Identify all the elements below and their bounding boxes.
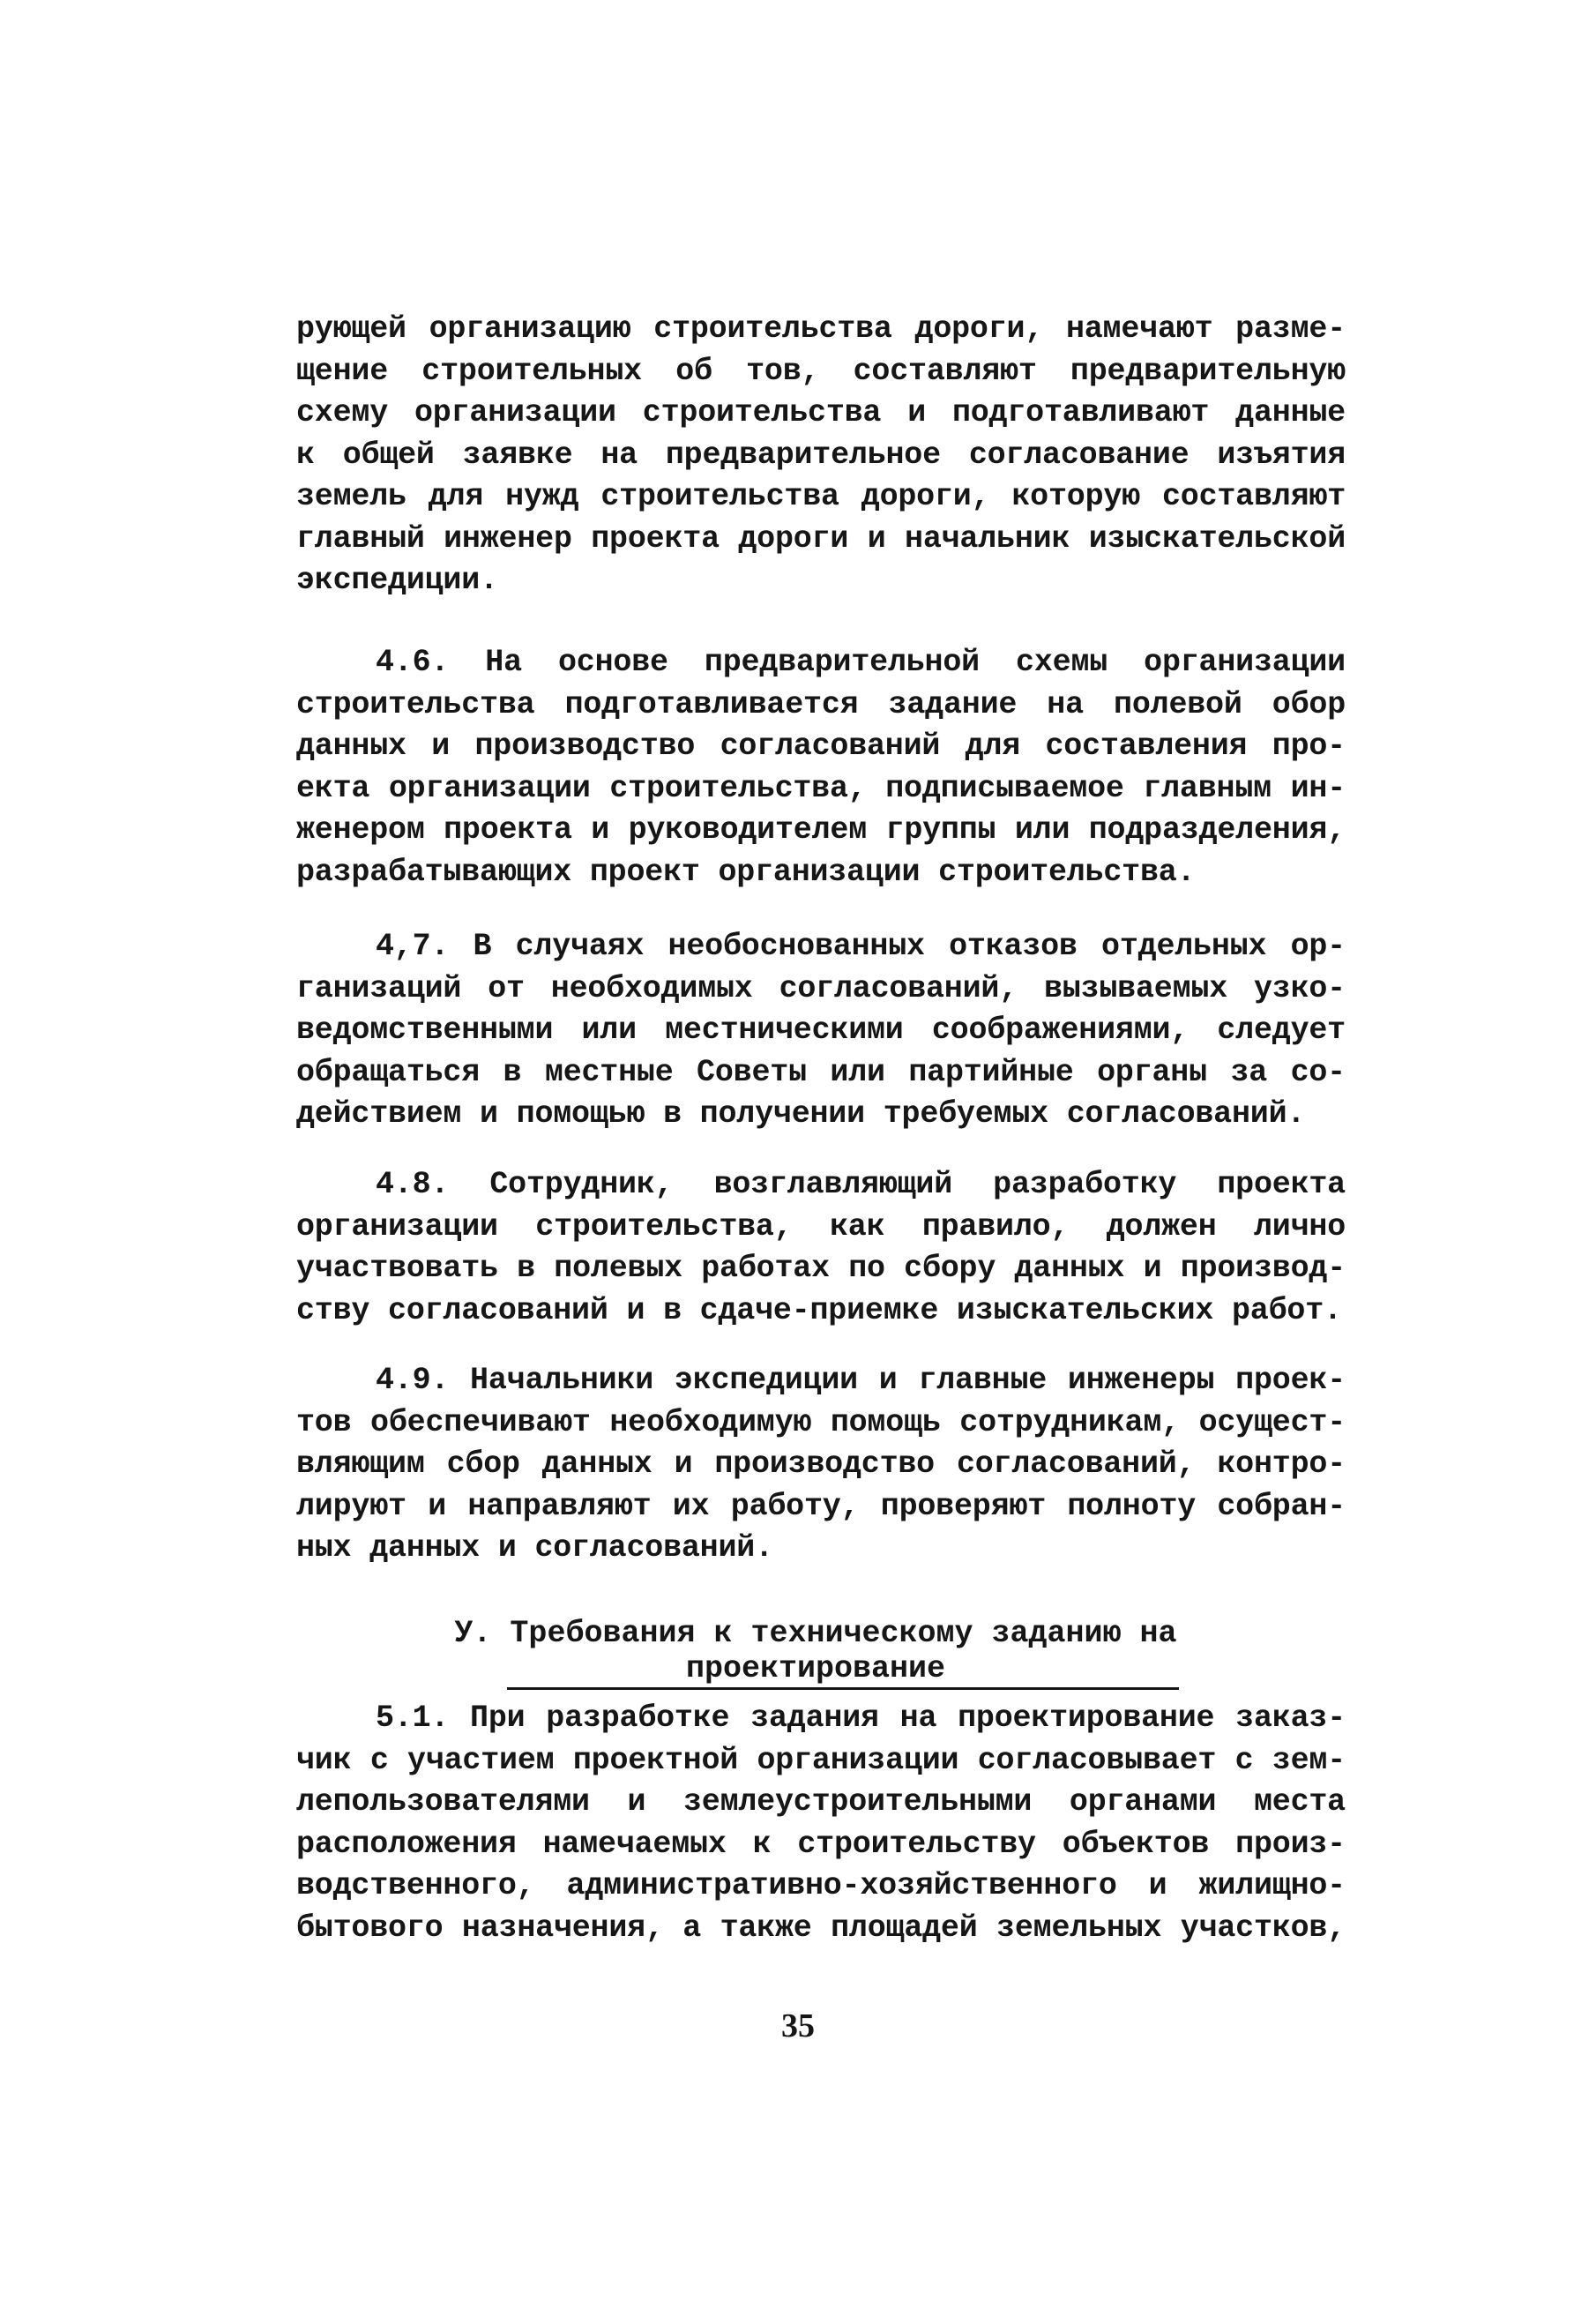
text-line: лируют и направляют их работу, проверяют полноту собран- bbox=[296, 1488, 1346, 1524]
paragraph-4-8 bbox=[296, 1164, 1346, 1332]
section-heading-line-2: проектирование bbox=[685, 1651, 946, 1686]
text-line: данных и производство согласований для составления про- bbox=[296, 729, 1346, 764]
text-line: ведомственными или местническими соображениями, следует bbox=[296, 1013, 1346, 1048]
text-line: 4.6. На основе предварительной схемы организации bbox=[376, 645, 1346, 680]
text-line: чик с участием проектной организации согласовывает с зем- bbox=[296, 1742, 1346, 1778]
text-line: разрабатывающих проект организации строительства. bbox=[296, 854, 1196, 890]
text-line: бытового назначения, а также площадей земельных участков, bbox=[296, 1910, 1346, 1946]
text-line: 4.9. Начальники экспедиции и главные инженеры проек- bbox=[376, 1363, 1346, 1398]
text-line: участвовать в полевых работах по сбору данных и производ- bbox=[296, 1251, 1346, 1286]
heading-underline bbox=[507, 1687, 1179, 1690]
text-line: главный инженер проекта дороги и начальник изыскательской bbox=[296, 520, 1346, 557]
text-line: обращаться в местные Советы или партийные органы за со- bbox=[296, 1054, 1346, 1090]
paragraph-continuation bbox=[296, 309, 1346, 602]
page-number: 35 bbox=[781, 2007, 815, 2044]
text-line: 4,7. В случаях необоснованных отказов отдельных ор- bbox=[376, 929, 1346, 964]
text-line: щение строительных об тов, составляют предварительную bbox=[296, 353, 1346, 389]
text-line: женером проекта и руководителем группы или подразделения, bbox=[296, 812, 1346, 848]
text-line: расположения намечаемых к строительству объектов произ- bbox=[296, 1826, 1346, 1862]
text-line: организации строительства, как правило, должен лично bbox=[296, 1208, 1346, 1244]
text-line: лепользователями и землеустроительными органами места bbox=[296, 1784, 1346, 1820]
paragraph-4-9 bbox=[296, 1360, 1346, 1570]
text-line: к общей заявке на предварительное согласование изъятия bbox=[296, 437, 1346, 473]
paragraph-5-1 bbox=[296, 1698, 1346, 1949]
section-heading-line-1: У. Требования к техническому заданию на bbox=[454, 1616, 1177, 1651]
text-line: экспедиции. bbox=[296, 563, 498, 598]
text-line: водственного, административно-хозяйственного и жилищно- bbox=[296, 1868, 1346, 1903]
text-line: схему организации строительства и подготавливают данные bbox=[296, 395, 1346, 430]
text-line: ганизаций от необходимых согласований, вызываемых узко- bbox=[296, 970, 1346, 1006]
text-line: тов обеспечивают необходимую помощь сотрудникам, осущест- bbox=[296, 1404, 1346, 1440]
text-line: ных данных и согласований. bbox=[296, 1530, 773, 1566]
text-line: 5.1. При разработке задания на проектирование заказ- bbox=[376, 1700, 1346, 1736]
paragraph-4-7 bbox=[296, 926, 1346, 1136]
text-line: действием и помощью в получении требуемых согласований. bbox=[296, 1096, 1306, 1132]
text-line: строительства подготавливается задание на полевой обор bbox=[296, 686, 1346, 722]
text-line: земель для нужд строительства дороги, которую составляют bbox=[296, 479, 1346, 514]
text-line: вляющим сбор данных и производство согласований, контро- bbox=[296, 1446, 1346, 1482]
text-line: 4.8. Сотрудник, возглавляющий разработку проекта bbox=[376, 1167, 1346, 1202]
text-line: екта организации строительства, подписываемое главным ин- bbox=[296, 770, 1346, 806]
paragraph-4-6 bbox=[296, 642, 1346, 893]
text-line: рующей организацию строительства дороги, намечают разме- bbox=[296, 311, 1346, 347]
section-heading bbox=[441, 1616, 1190, 1686]
text-line: ству согласований и в сдаче-приемке изыскательских работ. bbox=[296, 1292, 1342, 1328]
